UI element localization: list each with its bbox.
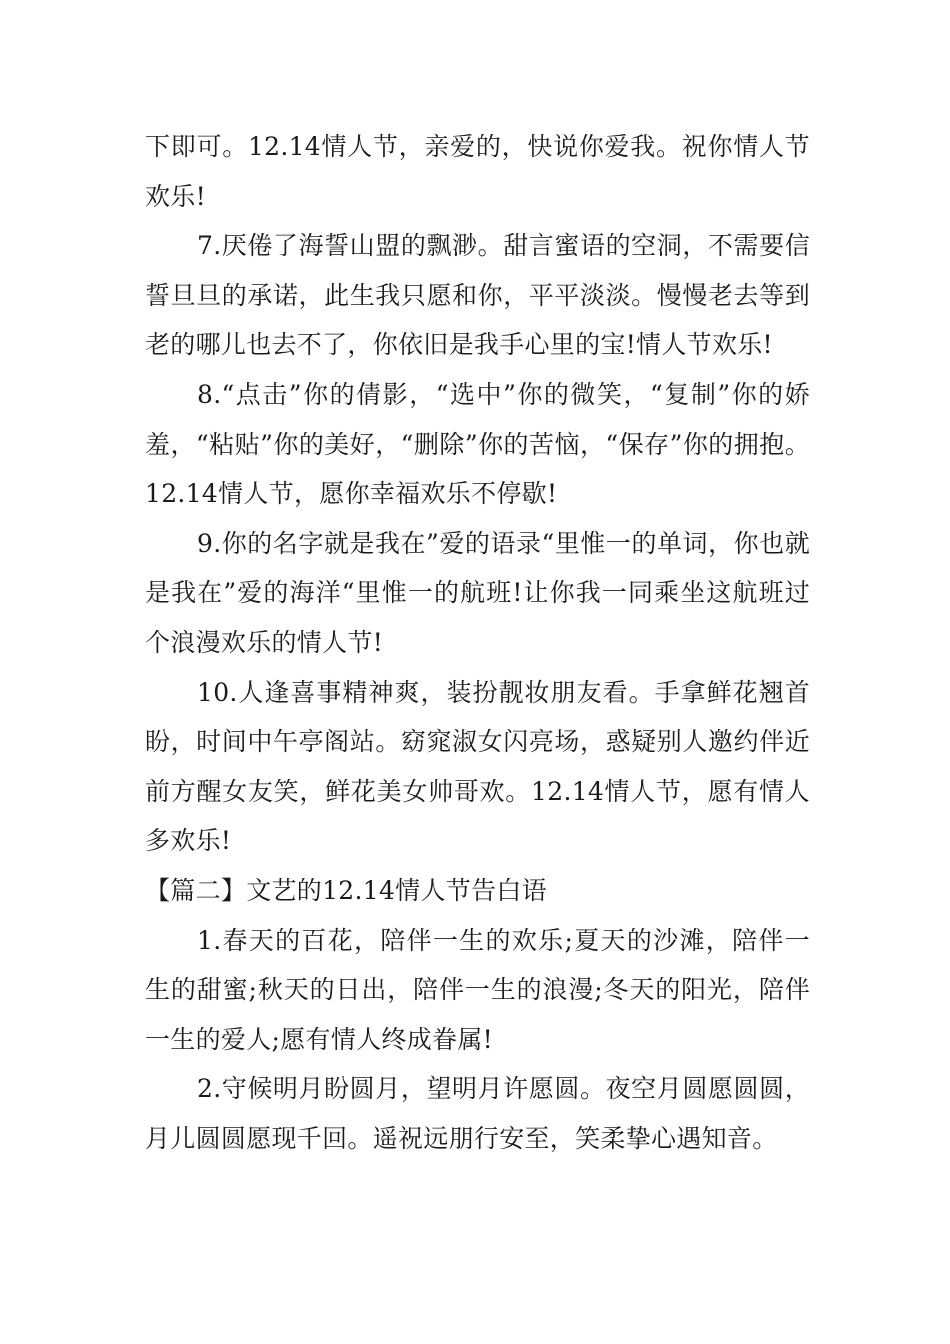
paragraph-item-8: 8.“点击”你的倩影，“选中”你的微笑，“复制”你的娇羞，“粘贴”你的美好，“删除”你的苦恼，“保存”你的拥抱。12.14情人节，愿你幸福欢乐不停歇!	[145, 379, 810, 509]
section-heading: 【篇二】文艺的12.14情人节告白语	[145, 875, 547, 905]
paragraph-item-9: 9.你的名字就是我在”爱的语录“里惟一的单词，你也就是我在”爱的海洋“里惟一的航班!让你我一同乘坐这航班过个浪漫欢乐的情人节!	[145, 528, 810, 657]
paragraph-item-7: 7.厌倦了海誓山盟的飘渺。甜言蜜语的空洞，不需要信誓旦旦的承诺，此生我只愿和你，平平淡淡。慢慢老去等到老的哪儿也去不了，你依旧是我手心里的宝!情人节欢乐!	[145, 231, 810, 360]
paragraph-continuation: 下即可。12.14情人节，亲爱的，快说你爱我。祝你情人节欢乐!	[145, 132, 810, 211]
document-body	[145, 122, 810, 1163]
paragraph-item-10: 10.人逢喜事精神爽，装扮靓妆朋友看。手拿鲜花翘首盼，时间中午亭阁站。窈窕淑女闪亮场，惑疑别人邀约伴近前方醒女友笑，鲜花美女帅哥欢。12.14情人节，愿有情人多欢乐!	[145, 677, 810, 856]
section-paragraph-item-2: 2.守候明月盼圆月，望明月许愿圆。夜空月圆愿圆圆，月儿圆圆愿现千回。遥祝远朋行安至，笑柔挚心遇知音。	[145, 1074, 810, 1153]
section-paragraph-item-1: 1.春天的百花，陪伴一生的欢乐;夏天的沙滩，陪伴一生的甜蜜;秋天的日出，陪伴一生的浪漫;冬天的阳光，陪伴一生的爱人;愿有情人终成眷属!	[145, 925, 810, 1054]
